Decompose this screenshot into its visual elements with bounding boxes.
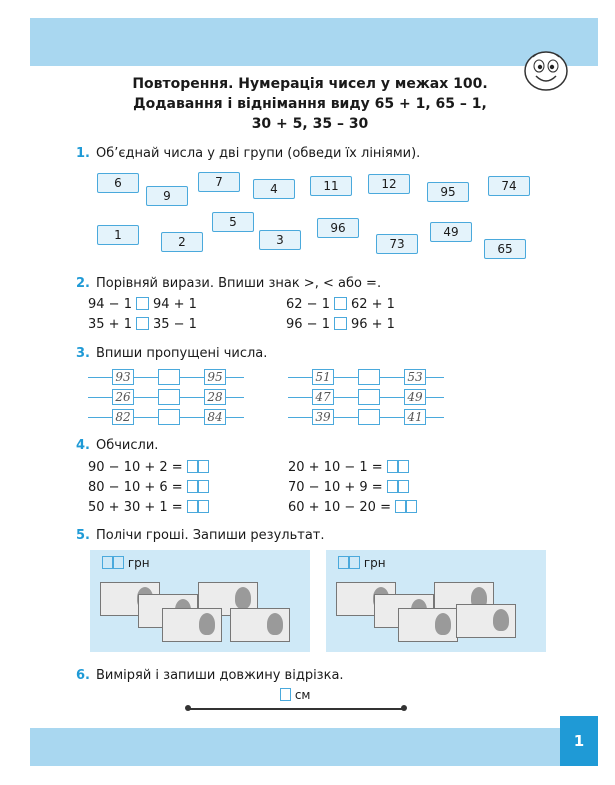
- number-box[interactable]: 73: [376, 234, 418, 254]
- number-box[interactable]: 6: [97, 173, 139, 193]
- answer-digit-box[interactable]: [198, 500, 209, 513]
- answer-digit-box[interactable]: [398, 480, 409, 493]
- task-number: 2.: [76, 276, 90, 291]
- number-box[interactable]: 96: [317, 218, 359, 238]
- task-text: Порівняй вирази. Впиши знак >, < або =.: [95, 276, 382, 291]
- task-number: 1.: [76, 146, 90, 161]
- task-text: Впиши пропущені числа.: [95, 346, 268, 361]
- expression: 70 − 10 + 9 =: [288, 480, 383, 495]
- answer-digit-box[interactable]: [398, 460, 409, 473]
- calc-row: [88, 500, 209, 515]
- expression: 96 + 1: [350, 317, 395, 332]
- expression: 94 − 1: [88, 297, 132, 312]
- blank-cell[interactable]: [158, 369, 180, 385]
- expression: 94 + 1: [152, 297, 197, 312]
- answer-digit-box[interactable]: [187, 480, 198, 493]
- answer-digit-box[interactable]: [198, 460, 209, 473]
- answer-box[interactable]: [136, 297, 149, 310]
- sequence-cell: 82: [112, 409, 134, 425]
- answer-digit-box[interactable]: [187, 500, 198, 513]
- task-text: Полічи гроші. Запиши результат.: [95, 528, 325, 543]
- banknote-image: [456, 604, 516, 638]
- length-answer: [280, 688, 310, 702]
- answer-box[interactable]: [136, 317, 149, 330]
- title-line-2: Додавання і віднімання виду 65 + 1, 65 – 1,: [133, 96, 487, 112]
- answer-digit-box[interactable]: [338, 556, 349, 569]
- blank-cell[interactable]: [158, 389, 180, 405]
- number-sequence: [288, 388, 444, 406]
- title-line-3: 30 + 5, 35 – 30: [251, 116, 369, 132]
- task-text: Об’єднай числа у дві групи (обведи їх лініями).: [95, 146, 421, 161]
- calc-row: [288, 480, 409, 495]
- task-text: Виміряй і запиши довжину відрізка.: [95, 668, 344, 683]
- number-box[interactable]: 4: [253, 179, 295, 199]
- expression: 60 + 10 − 20 =: [288, 500, 391, 515]
- calc-row: [288, 500, 417, 515]
- blank-cell[interactable]: [358, 409, 380, 425]
- smiley-icon: [522, 48, 570, 92]
- answer-digit-box[interactable]: [387, 480, 398, 493]
- unit-label: грн: [363, 556, 386, 570]
- top-band: [30, 18, 598, 66]
- sequence-cell: 51: [312, 369, 334, 385]
- sequence-cell: 47: [312, 389, 334, 405]
- sequence-cell: 49: [404, 389, 426, 405]
- task-number: 4.: [76, 438, 90, 453]
- number-sequence: [88, 388, 244, 406]
- comparison: [286, 297, 395, 312]
- number-box[interactable]: 11: [310, 176, 352, 196]
- number-sequence: [288, 408, 444, 426]
- number-box[interactable]: 12: [368, 174, 410, 194]
- number-sequence: [88, 368, 244, 386]
- page-title: [100, 74, 520, 134]
- number-box[interactable]: 9: [146, 186, 188, 206]
- answer-digit-box[interactable]: [198, 480, 209, 493]
- expression: 20 + 10 − 1 =: [288, 460, 383, 475]
- blank-cell[interactable]: [358, 389, 380, 405]
- task-text: Обчисли.: [95, 438, 159, 453]
- banknote-image: [398, 608, 458, 642]
- answer-digit-box[interactable]: [387, 460, 398, 473]
- sequence-cell: 41: [404, 409, 426, 425]
- comparison: [88, 297, 197, 312]
- expression: 96 − 1: [286, 317, 330, 332]
- banknote-image: [230, 608, 290, 642]
- sequence-cell: 26: [112, 389, 134, 405]
- answer-digit-box[interactable]: [395, 500, 406, 513]
- number-box[interactable]: 2: [161, 232, 203, 252]
- calc-row: [288, 460, 409, 475]
- number-box[interactable]: 5: [212, 212, 254, 232]
- answer-digit-box[interactable]: [406, 500, 417, 513]
- sequence-cell: 39: [312, 409, 334, 425]
- expression: 80 − 10 + 6 =: [88, 480, 183, 495]
- calc-row: [88, 460, 209, 475]
- money-answer: [338, 556, 386, 570]
- calc-row: [88, 480, 209, 495]
- comparison: [88, 317, 197, 332]
- task-6-heading: [76, 668, 344, 683]
- task-2-heading: [76, 276, 381, 291]
- number-sequence: [288, 368, 444, 386]
- answer-digit-box[interactable]: [102, 556, 113, 569]
- answer-digit-box[interactable]: [280, 688, 291, 701]
- task-1-heading: [76, 146, 420, 161]
- sequence-cell: 93: [112, 369, 134, 385]
- answer-digit-box[interactable]: [113, 556, 124, 569]
- money-panel-left: [90, 550, 310, 652]
- unit-label: см: [294, 688, 311, 702]
- blank-cell[interactable]: [158, 409, 180, 425]
- expression: 35 − 1: [152, 317, 197, 332]
- expression: 90 − 10 + 2 =: [88, 460, 183, 475]
- number-box[interactable]: 95: [427, 182, 469, 202]
- page-number: 1: [560, 716, 598, 766]
- number-box[interactable]: 65: [484, 239, 526, 259]
- number-sequence: [88, 408, 244, 426]
- money-answer: [102, 556, 150, 570]
- number-box[interactable]: 74: [488, 176, 530, 196]
- title-line-1: Повторення. Нумерація чисел у межах 100.: [132, 76, 488, 92]
- answer-digit-box[interactable]: [349, 556, 360, 569]
- task-number: 3.: [76, 346, 90, 361]
- task-5-heading: [76, 528, 325, 543]
- task-number: 6.: [76, 668, 90, 683]
- comparison: [286, 317, 395, 332]
- money-panel-right: [326, 550, 546, 652]
- task-3-heading: [76, 346, 267, 361]
- number-box[interactable]: 3: [259, 230, 301, 250]
- answer-digit-box[interactable]: [187, 460, 198, 473]
- number-box[interactable]: 1: [97, 225, 139, 245]
- unit-label: грн: [127, 556, 150, 570]
- workbook-page: [30, 18, 598, 766]
- segment-line: [188, 708, 404, 710]
- task-4-heading: [76, 438, 158, 453]
- answer-box[interactable]: [334, 297, 347, 310]
- expression: 62 + 1: [350, 297, 395, 312]
- sequence-cell: 53: [404, 369, 426, 385]
- task-number: 5.: [76, 528, 90, 543]
- sequence-cell: 28: [204, 389, 226, 405]
- blank-cell[interactable]: [358, 369, 380, 385]
- number-box[interactable]: 7: [198, 172, 240, 192]
- banknote-image: [162, 608, 222, 642]
- expression: 35 + 1: [88, 317, 132, 332]
- expression: 62 − 1: [286, 297, 330, 312]
- sequence-cell: 95: [204, 369, 226, 385]
- number-box[interactable]: 49: [430, 222, 472, 242]
- bottom-band: [30, 728, 598, 766]
- expression: 50 + 30 + 1 =: [88, 500, 183, 515]
- answer-box[interactable]: [334, 317, 347, 330]
- sequence-cell: 84: [204, 409, 226, 425]
